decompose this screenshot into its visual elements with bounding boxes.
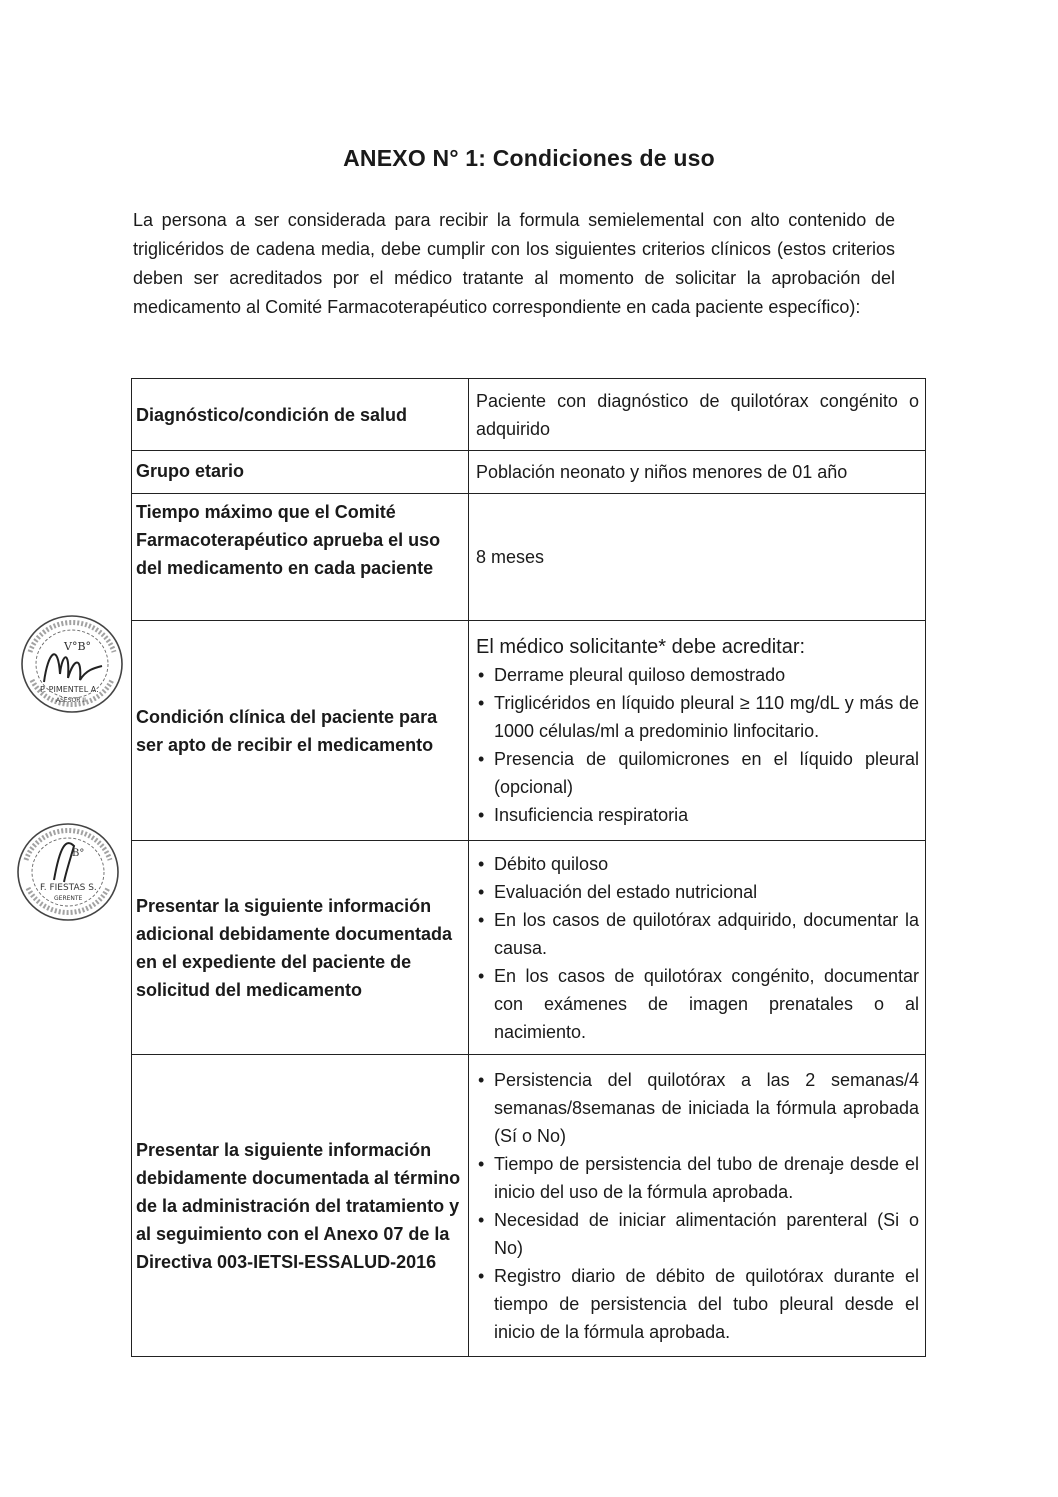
- list-item: • Presencia de quilomicrones en el líquido pleural (opcional): [476, 745, 919, 801]
- row-value: [469, 1055, 926, 1357]
- table-row: [132, 841, 926, 1055]
- row-label: Condición clínica del paciente para ser apto de recibir el medicamento: [132, 621, 469, 841]
- row-lead-text: El médico solicitante* debe acreditar:: [476, 635, 806, 658]
- conditions-table: [131, 378, 926, 1357]
- row-value: Población neonato y niños menores de 01 año: [469, 451, 926, 494]
- list-item: • Insuficiencia respiratoria: [476, 801, 919, 829]
- svg-text:GERENTE: GERENTE: [54, 895, 83, 902]
- row-value: [469, 621, 926, 841]
- svg-text:ASESOR II: ASESOR II: [56, 697, 86, 704]
- row-value: Paciente con diagnóstico de quilotórax congénito o adquirido: [469, 379, 926, 451]
- list-item: • Persistencia del quilotórax a las 2 semanas/4 semanas/8semanas de iniciada la fórmula aprobada (Sí o No): [476, 1066, 919, 1150]
- svg-text:B°: B°: [72, 848, 85, 859]
- list-item: • Tiempo de persistencia del tubo de drenaje desde el inicio del uso de la fórmula aprobada.: [476, 1150, 919, 1206]
- row-value: [469, 841, 926, 1055]
- row-label: Presentar la siguiente información adicional debidamente documentada en el expediente del paciente de solicitud del medicamento: [132, 841, 469, 1055]
- row-value: 8 meses: [469, 494, 926, 621]
- svg-text:F. FIESTAS S.: F. FIESTAS S.: [40, 883, 97, 893]
- list-item: • Débito quiloso: [476, 850, 919, 878]
- table-row: [132, 621, 926, 841]
- document-title: ANEXO N° 1: Condiciones de uso: [343, 145, 715, 171]
- row-label: Tiempo máximo que el Comité Farmacoterapéutico aprueba el uso del medicamento en cada paciente: [132, 494, 469, 621]
- bullet-list: [476, 850, 919, 1046]
- table-row: [132, 451, 926, 494]
- list-item: • Registro diario de débito de quilotórax durante el tiempo de persistencia del tubo pleural desde el inicio de la fórmula aprobada.: [476, 1262, 919, 1346]
- svg-text:V°B°: V°B°: [64, 640, 92, 653]
- approval-seal-stamp: [18, 612, 126, 716]
- bullet-list: [476, 1066, 919, 1346]
- list-item: • Derrame pleural quiloso demostrado: [476, 661, 919, 689]
- bullet-list: [476, 661, 919, 829]
- intro-paragraph: La persona a ser considerada para recibir la formula semielemental con alto contenido de triglicéridos de cadena media, debe cumplir con los siguientes criterios clínicos (estos criterios deben ser acreditados por el médico tratante al momento de solicitar la aprobación del medicamento al Comité Farmacoterapéutico correspondiente en cada paciente específico):: [133, 210, 895, 317]
- list-item: • En los casos de quilotórax adquirido, documentar la causa.: [476, 906, 919, 962]
- list-item: • Triglicéridos en líquido pleural ≥ 110 mg/dL y más de 1000 células/ml a predominio linfocitario.: [476, 689, 919, 745]
- table-row: [132, 1055, 926, 1357]
- list-item: • Evaluación del estado nutricional: [476, 878, 919, 906]
- list-item: • En los casos de quilotórax congénito, documentar con exámenes de imagen prenatales o al nacimiento.: [476, 962, 919, 1046]
- approval-seal-stamp: [14, 820, 122, 924]
- row-label: Grupo etario: [132, 451, 469, 494]
- svg-text:P. PIMENTEL A.: P. PIMENTEL A.: [40, 685, 99, 694]
- row-label: Diagnóstico/condición de salud: [132, 379, 469, 451]
- list-item: • Necesidad de iniciar alimentación parenteral (Si o No): [476, 1206, 919, 1262]
- row-label: Presentar la siguiente información debidamente documentada al término de la administración del tratamiento y al seguimiento con el Anexo 07 de la Directiva 003-IETSI-ESSALUD-2016: [132, 1055, 469, 1357]
- table-row: [132, 494, 926, 621]
- table-row: [132, 379, 926, 451]
